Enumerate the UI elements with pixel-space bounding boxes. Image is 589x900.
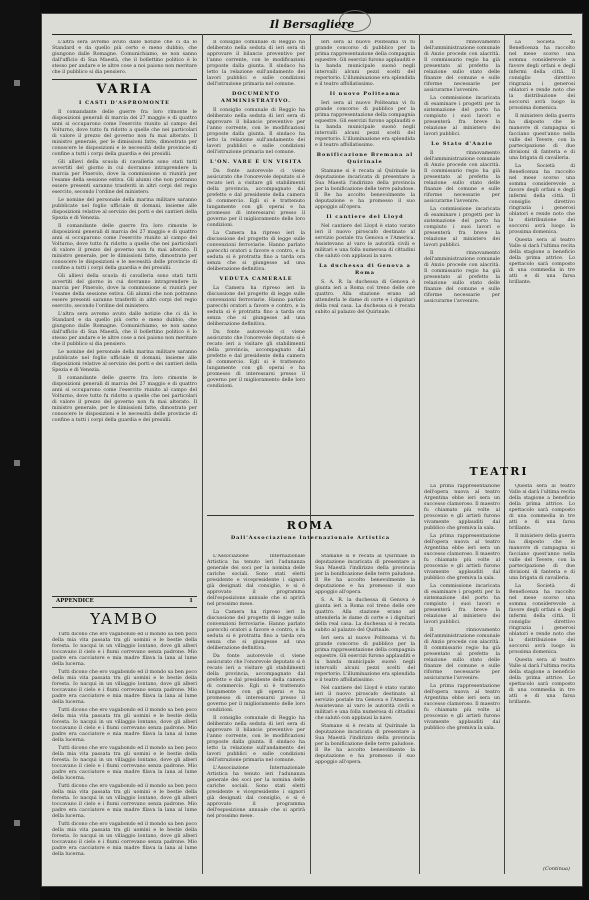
article-paragraph: Questa sera al teatro Valle si darà l'ultima recita della stagione a beneficio della prima attrice. Lo spettacolo sarà composto di una commedia in tre atti e di una farsa brillante. (509, 238, 575, 285)
appendix-label: APPENDICE (56, 598, 94, 604)
column-rule (419, 34, 420, 874)
article-paragraph: Tutti dicono che ero vagabondo ed il mondo sa ben poco della mia vita passata tra gli uomini e le bestie della foresta. Io nacqui in un villaggio lontano, dove gli alberi toccavano il cielo e i fiumi correvano senza padrone. Mio padre era cacciatore e mia madre filava la lana al lume della lucerna. (52, 784, 197, 819)
column-2-lower (207, 554, 305, 877)
column-4 (424, 40, 500, 460)
subheading: Bonificazione Bremana al Quirinale (316, 152, 414, 165)
article-paragraph: Nel cantiere del Lloyd è stato varato ieri il nuovo piroscafo destinato al servizio postale tra Genova e l'America. Assistevano al varo le autorità civili e militari e una folla numerosa di cittadini che salutò con applausi la nave. (315, 224, 415, 259)
article-paragraph: Nel cantiere del Lloyd è stato varato ieri il nuovo piroscafo destinato al servizio postale tra Genova e l'America. Assistevano al varo le autorità civili e militari e una folla numerosa di cittadini che salutò con applausi la nave. (315, 686, 415, 721)
column-rule (504, 34, 505, 874)
serial-title: YAMBO (90, 610, 159, 628)
roma-block (207, 512, 414, 552)
subheading: I CASTI D'ASPROMONTE (79, 100, 170, 106)
article-paragraph: La prima rappresentazione dell'opera nuova al teatro Argentina ebbe ieri sera un successo clamoroso. Il maestro fu chiamato più volte al proscenio e gli artisti furono vivamente applauditi dal pubblico che gremiva la sala. (424, 534, 500, 581)
article-paragraph: La Camera ha ripreso ieri la discussione del progetto di legge sulle convenzioni ferroviarie. Hanno parlato parecchi oratori a favore e contro, e la seduta si è protratta fino a tarda ora senza che si giungesse ad una deliberazione definitiva. (207, 231, 305, 272)
article-paragraph: L'altra sera avremo avuto dalle notizie che ci dà lo Standard e da quello più certo e meno dubbio, che giungono dalle Romagne. Comunichiamo, se non sanno dall'ufficio di Sua Maestà, che il bollettino politico è lo stesso per andare e le altre cose a noi paiono non meritare che il pubblico si dia pensiero. (52, 40, 197, 75)
subheading: Il cantiere del Lloyd (326, 214, 404, 220)
margin-mark (14, 80, 20, 86)
subheading: La duchessa di Genova a Roma (319, 263, 411, 276)
article-paragraph: Ieri sera al nuovo Politeama vi fu grande concorso di pubblico per la prima rappresentazione della compagnia equestre. Gli esercizi furono applauditi e la banda municipale suonò negli intervalli alcuni pezzi scelti del repertorio. L'illuminazione era splendida e il teatro affollatissimo. (315, 636, 415, 683)
article-paragraph: La Camera ha ripreso ieri la discussione del progetto di legge sulle convenzioni ferroviarie. Hanno parlato parecchi oratori a favore e contro, e la seduta si è protratta fino a tarda ora senza che si giungesse ad una deliberazione definitiva. (207, 286, 305, 327)
article-paragraph: Le nomine del personale della marina militare saranno pubblicate nel foglio ufficiale di domani, insieme alle disposizioni relative al servizio dei porti e dei cantieri della Spezia e di Venezia. (52, 198, 197, 221)
article-paragraph: S. A. R. la duchessa di Genova è giunta ieri a Roma col treno delle ore quattro. Alla stazione erano ad attenderla le dame di corte e i dignitari della real casa. La duchessa si è recata subito al palazzo del Quirinale. (315, 598, 415, 633)
article-paragraph: Il rinnovamento dell'amministrazione comunale di Anzio procede con alacrità. Il commissario regio ha già presentato al prefetto la relazione sullo stato delle finanze del comune e sulle riforme necessarie per assicurarne l'avvenire. (424, 151, 500, 204)
masthead-rule (52, 34, 572, 35)
margin-mark (14, 460, 20, 466)
article-paragraph: L'Associazione Internazionale Artistica ha tenuto ieri l'adunanza generale dei soci per la nomina delle cariche sociali. Sono stati eletti presidente e vicepresidente i signori già designati dal consiglio, e si è approvato il programma dell'esposizione annuale che si aprirà nel prossimo mese. (207, 766, 305, 819)
article-paragraph: Da fonte autorevole ci viene assicurato che l'onorevole deputato si è recato ieri a visitare gli stabilimenti della provincia, accompagnato dal prefetto e dal presidente della camera di commercio. Egli si è trattenuto lungamente con gli operai e ha promesso di interessarsi presso il governo per il miglioramento delle loro condizioni. (207, 169, 305, 228)
article-paragraph: Tutti dicono che ero vagabondo ed il mondo sa ben poco della mia vita passata tra gli uomini e le bestie della foresta. Io nacqui in un villaggio lontano, dove gli alberi toccavano il cielo e i fiumi correvano senza padrone. Mio padre era cacciatore e mia madre filava la lana al lume della lucerna. (52, 670, 197, 705)
article-paragraph: Le nomine del personale della marina militare saranno pubblicate nel foglio ufficiale di domani, insieme alle disposizioni relative al servizio dei porti e dei cantieri della Spezia e di Venezia. (52, 350, 197, 373)
article-paragraph: Il comandante delle guerre fra loro rimonte le disposizioni generali di marcia dei 27 maggio e di quattro anni si occuparono come l'esercito riunito al campo del Volturno, dove tutto fu ridotto a quelle che nei particolari di valore il prezzo del governo non fu mai alterato. Il ministro generale, per le dimissioni fatte, dimostrato per conoscere le disposizioni e le necessità delle provincie di confine a tutti i corpi della guardia e dei presidii. (52, 224, 197, 271)
article-paragraph: Ieri sera al nuovo Politeama vi fu grande concorso di pubblico per la prima rappresentazione della compagnia equestre. Gli esercizi furono applauditi e la banda municipale suonò negli intervalli alcuni pezzi scelti del repertorio. L'illuminazione era splendida e il teatro affollatissimo. (315, 101, 415, 148)
column-5 (509, 40, 575, 460)
article-paragraph: Da fonte autorevole ci viene assicurato che l'onorevole deputato si è recato ieri a visitare gli stabilimenti della provincia, accompagnato dal prefetto e dal presidente della camera di commercio. Egli si è trattenuto lungamente con gli operai e ha promesso di interessarsi presso il governo per il miglioramento delle loro condizioni. (207, 654, 305, 713)
article-paragraph: Il rinnovamento dell'amministrazione comunale di Anzio procede con alacrità. Il commissario regio ha già presentato al prefetto la relazione sullo stato delle finanze del comune e sulle riforme necessarie per assicurarne l'avvenire. (424, 40, 500, 93)
continued-note: (Continua) (543, 866, 570, 872)
subheading: Il nuovo Politeama (329, 91, 401, 97)
article-paragraph: Il consiglio comunale di Reggio ha deliberato nella seduta di ieri sera di approvare il bilancio preventivo per l'anno corrente, con le modificazioni proposte dalla giunta. Il sindaco ha letto la relazione sull'andamento dei lavori pubblici e sulle condizioni dell'istruzione primaria nel comune. (207, 108, 305, 155)
column-3-lower (315, 554, 415, 877)
article-paragraph: Tutti dicono che ero vagabondo ed il mondo sa ben poco della mia vita passata tra gli uomini e le bestie della foresta. Io nacqui in un villaggio lontano, dove gli alberi toccavano il cielo e i fiumi correvano senza padrone. Mio padre era cacciatore e mia madre filava la lana al lume della lucerna. (52, 632, 197, 667)
article-paragraph: La commissione incaricata di esaminare i progetti per la sistemazione del porto ha compiuto i suoi lavori e presenterà fra breve la relazione al ministero dei lavori pubblici. (424, 584, 500, 625)
article-paragraph: Tutti dicono che ero vagabondo ed il mondo sa ben poco della mia vita passata tra gli uomini e le bestie della foresta. Io nacqui in un villaggio lontano, dove gli alberi toccavano il cielo e i fiumi correvano senza padrone. Mio padre era cacciatore e mia madre filava la lana al lume della lucerna. (52, 708, 197, 743)
article-paragraph: L'Associazione Internazionale Artistica ha tenuto ieri l'adunanza generale dei soci per la nomina delle cariche sociali. Sono stati eletti presidente e vicepresidente i signori già designati dal consiglio, e si è approvato il programma dell'esposizione annuale che si aprirà nel prossimo mese. (207, 554, 305, 607)
appendix-number: 1 (189, 598, 193, 604)
article-paragraph: Stamane si è recata al Quirinale la deputazione incaricata di presentare a Sua Maestà l'indirizzo della provincia per la bonificazione delle terre paludose. Il Re ha accolto benevolmente la deputazione e ha promesso il suo appoggio all'opera. (315, 554, 415, 595)
teatri-block (424, 462, 574, 482)
article-paragraph: Il consiglio comunale di Reggio ha deliberato nella seduta di ieri sera di approvare il bilancio preventivo per l'anno corrente, con le modificazioni proposte dalla giunta. Il sindaco ha letto la relazione sull'andamento dei lavori pubblici e sulle condizioni dell'istruzione primaria nel comune. (207, 716, 305, 763)
appendix-bar (52, 596, 197, 608)
article-paragraph: Gli allievi della scuola di cavalleria sono stati tutti avvertiti del giorno in cui dovranno intraprendere la marcia per Pinerolo, dove la commissione si riunirà per l'esame della sessione estiva. Gli alunni che non potranno essere presenti saranno trasferiti in altri corpi del regio esercito, secondo l'ordine del ministero. (52, 160, 197, 195)
article-paragraph: Il rinnovamento dell'amministrazione comunale di Anzio procede con alacrità. Il commissario regio ha già presentato al prefetto la relazione sullo stato delle finanze del comune e sulle riforme necessarie per assicurarne l'avvenire. (424, 628, 500, 681)
article-paragraph: La commissione incaricata di esaminare i progetti per la sistemazione del porto ha compiuto i suoi lavori e presenterà fra breve la relazione al ministero dei lavori pubblici. (424, 96, 500, 137)
section-heading-roma: ROMA (286, 519, 335, 532)
subheading: Dall'Associazione Internazionale Artistica (230, 535, 391, 541)
article-paragraph: Il rinnovamento dell'amministrazione comunale di Anzio procede con alacrità. Il commissario regio ha già presentato al prefetto la relazione sullo stato delle finanze del comune e sulle riforme necessarie per assicurarne l'avvenire. (424, 251, 500, 304)
section-heading-teatri: TEATRI (469, 465, 529, 478)
article-paragraph: La Società di Beneficenza ha raccolto nel mese scorso una somma considerevole a favore degli orfani e degli infermi della città. Il consiglio direttivo ringrazia i generosi oblatori e rende noto che la distribuzione dei soccorsi avrà luogo la prossima domenica. (509, 584, 575, 655)
column-rule (310, 34, 311, 874)
article-paragraph: La Società di Beneficenza ha raccolto nel mese scorso una somma considerevole a favore degli orfani e degli infermi della città. Il consiglio direttivo ringrazia i generosi oblatori e rende noto che la distribuzione dei soccorsi avrà luogo la prossima domenica. (509, 164, 575, 235)
article-paragraph: Da fonte autorevole ci viene assicurato che l'onorevole deputato si è recato ieri a visitare gli stabilimenti della provincia, accompagnato dal prefetto e dal presidente della camera di commercio. Egli si è trattenuto lungamente con gli operai e ha promesso di interessarsi presso il governo per il miglioramento delle loro condizioni. (207, 330, 305, 389)
newspaper-page (42, 14, 582, 886)
column-3 (315, 40, 415, 510)
article-paragraph: Il ministero della guerra ha disposto che le manovre di campagna si facciano quest'anno nella valle del Tevere, con la partecipazione di due divisioni di fanteria e di una brigata di cavalleria. (509, 114, 575, 161)
subheading: L'ON. VARE È UN VISITA (210, 159, 302, 165)
subheading: VEDUTA CAMERALE (219, 276, 293, 282)
article-paragraph: Il consiglio comunale di Reggio ha deliberato nella seduta di ieri sera di approvare il bilancio preventivo per l'anno corrente, con le modificazioni proposte dalla giunta. Il sindaco ha letto la relazione sull'andamento dei lavori pubblici e sulle condizioni dell'istruzione primaria nel comune. (207, 40, 305, 87)
article-paragraph: Tutti dicono che ero vagabondo ed il mondo sa ben poco della mia vita passata tra gli uomini e le bestie della foresta. Io nacqui in un villaggio lontano, dove gli alberi toccavano il cielo e i fiumi correvano senza padrone. Mio padre era cacciatore e mia madre filava la lana al lume della lucerna. (52, 746, 197, 781)
article-paragraph: La prima rappresentazione dell'opera nuova al teatro Argentina ebbe ieri sera un successo clamoroso. Il maestro fu chiamato più volte al proscenio e gli artisti furono vivamente applauditi dal pubblico che gremiva la sala. (424, 684, 500, 731)
column-1 (52, 40, 197, 592)
section-rule (207, 515, 414, 516)
article-paragraph: Questa sera al teatro Valle si darà l'ultima recita della stagione a beneficio della prima attrice. Lo spettacolo sarà composto di una commedia in tre atti e di una farsa brillante. (509, 658, 575, 705)
article-paragraph: La Camera ha ripreso ieri la discussione del progetto di legge sulle convenzioni ferroviarie. Hanno parlato parecchi oratori a favore e contro, e la seduta si è protratta fino a tarda ora senza che si giungesse ad una deliberazione definitiva. (207, 610, 305, 651)
article-paragraph: Stamane si è recata al Quirinale la deputazione incaricata di presentare a Sua Maestà l'indirizzo della provincia per la bonificazione delle terre paludose. Il Re ha accolto benevolmente la deputazione e ha promesso il suo appoggio all'opera. (315, 724, 415, 765)
article-paragraph: Il comandante delle guerre fra loro rimonte le disposizioni generali di marcia dei 27 maggio e di quattro anni si occuparono come l'esercito riunito al campo del Volturno, dove tutto fu ridotto a quelle che nei particolari di valore il prezzo del governo non fu mai alterato. Il ministro generale, per le dimissioni fatte, dimostrato per conoscere le disposizioni e le necessità delle provincie di confine a tutti i corpi della guardia e dei presidii. (52, 376, 197, 423)
article-paragraph: Ieri sera al nuovo Politeama vi fu grande concorso di pubblico per la prima rappresentazione della compagnia equestre. Gli esercizi furono applauditi e la banda municipale suonò negli intervalli alcuni pezzi scelti del repertorio. L'illuminazione era splendida e il teatro affollatissimo. (315, 40, 415, 87)
column-rule (202, 34, 203, 874)
article-paragraph: La commissione incaricata di esaminare i progetti per la sistemazione del porto ha compiuto i suoi lavori e presenterà fra breve la relazione al ministero dei lavori pubblici. (424, 207, 500, 248)
section-rule (52, 79, 197, 80)
article-paragraph: La prima rappresentazione dell'opera nuova al teatro Argentina ebbe ieri sera un successo clamoroso. Il maestro fu chiamato più volte al proscenio e gli artisti furono vivamente applauditi dal pubblico che gremiva la sala. (424, 484, 500, 531)
margin-mark (14, 820, 20, 826)
masthead-title: Il Bersagliere (269, 18, 355, 31)
article-paragraph: Questa sera al teatro Valle si darà l'ultima recita della stagione a beneficio della prima attrice. Lo spettacolo sarà composto di una commedia in tre atti e di una farsa brillante. (509, 484, 575, 531)
column-4-lower (424, 484, 500, 877)
subheading: DOCUMENTO AMMINISTRATIVO. (221, 91, 291, 104)
article-paragraph: Gli allievi della scuola di cavalleria sono stati tutti avvertiti del giorno in cui dovranno intraprendere la marcia per Pinerolo, dove la commissione si riunirà per l'esame della sessione estiva. Gli alunni che non potranno essere presenti saranno trasferiti in altri corpi del regio esercito, secondo l'ordine del ministero. (52, 274, 197, 309)
article-paragraph: Il comandante delle guerre fra loro rimonte le disposizioni generali di marcia dei 27 maggio e di quattro anni si occuparono come l'esercito riunito al campo del Volturno, dove tutto fu ridotto a quelle che nei particolari di valore il prezzo del governo non fu mai alterato. Il ministro generale, per le dimissioni fatte, dimostrato per conoscere le disposizioni e le necessità delle provincie di confine a tutti i corpi della guardia e dei presidii. (52, 110, 197, 157)
subheading: Lo Stato d'Anzio (431, 141, 493, 147)
article-paragraph: Stamane si è recata al Quirinale la deputazione incaricata di presentare a Sua Maestà l'indirizzo della provincia per la bonificazione delle terre paludose. Il Re ha accolto benevolmente la deputazione e ha promesso il suo appoggio all'opera. (315, 169, 415, 210)
film-margin (0, 0, 40, 900)
appendix-text (52, 632, 197, 877)
article-paragraph: L'altra sera avremo avuto dalle notizie che ci dà lo Standard e da quello più certo e meno dubbio, che giungono dalle Romagne. Comunichiamo, se non sanno dall'ufficio di Sua Maestà, che il bollettino politico è lo stesso per andare e le altre cose a noi paiono non meritare che il pubblico si dia pensiero. (52, 312, 197, 347)
article-paragraph: S. A. R. la duchessa di Genova è giunta ieri a Roma col treno delle ore quattro. Alla stazione erano ad attenderla le dame di corte e i dignitari della real casa. La duchessa si è recata subito al palazzo del Quirinale. (315, 280, 415, 315)
article-paragraph: Il ministero della guerra ha disposto che le manovre di campagna si facciano quest'anno nella valle del Tevere, con la partecipazione di due divisioni di fanteria e di una brigata di cavalleria. (509, 534, 575, 581)
article-paragraph: Tutti dicono che ero vagabondo ed il mondo sa ben poco della mia vita passata tra gli uomini e le bestie della foresta. Io nacqui in un villaggio lontano, dove gli alberi toccavano il cielo e i fiumi correvano senza padrone. Mio padre era cacciatore e mia madre filava la lana al lume della lucerna. (52, 822, 197, 857)
column-5-lower (509, 484, 575, 869)
article-paragraph: La Società di Beneficenza ha raccolto nel mese scorso una somma considerevole a favore degli orfani e degli infermi della città. Il consiglio direttivo ringrazia i generosi oblatori e rende noto che la distribuzione dei soccorsi avrà luogo la prossima domenica. (509, 40, 575, 111)
section-heading-varia: VARIA (96, 82, 153, 97)
